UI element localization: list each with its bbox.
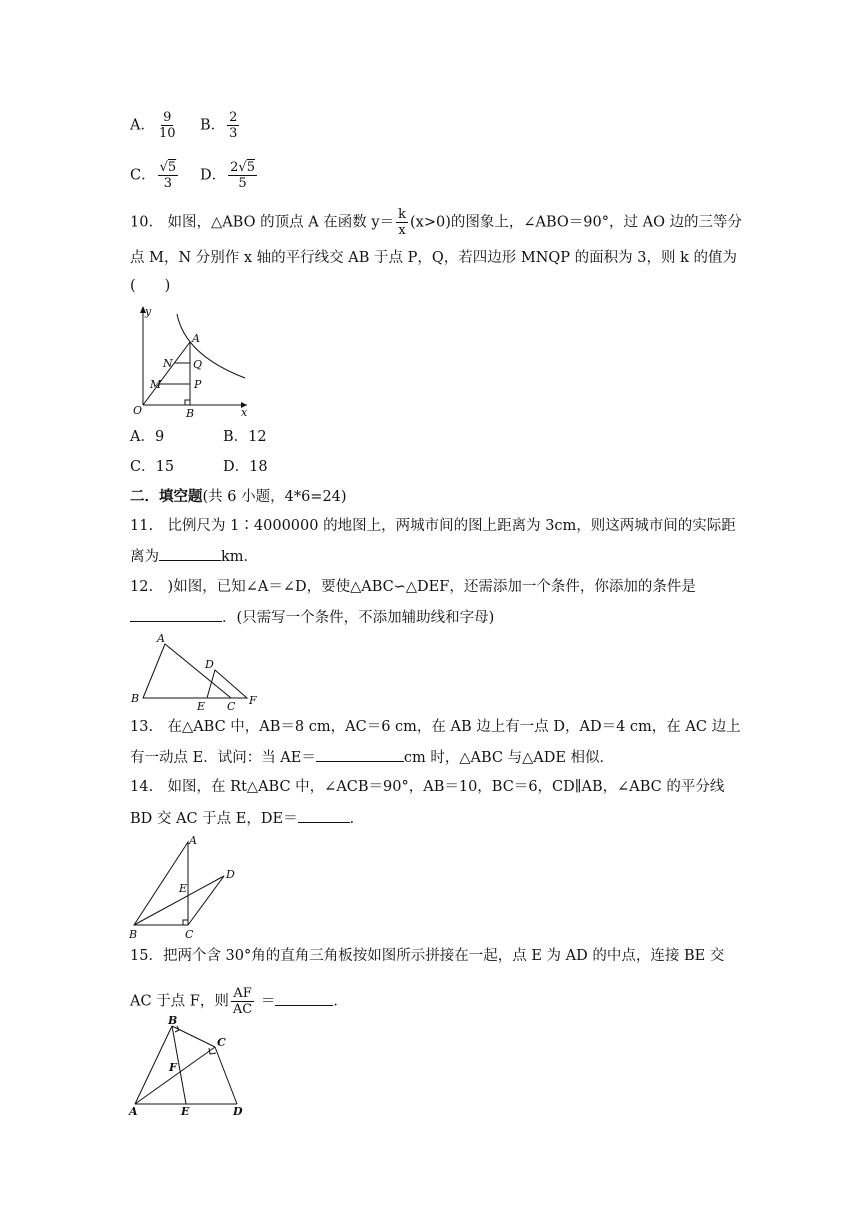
q15-line2: AC 于点 F，则 $\frac{AF}{AC}$ ＝ ． — [130, 986, 348, 1017]
q10-option-b: B．12 — [223, 429, 267, 445]
answer-blank — [316, 747, 404, 762]
label-m: M — [150, 378, 162, 391]
segment-cd — [215, 1047, 237, 1104]
label-d: D — [233, 1105, 243, 1118]
answer-blank — [130, 607, 222, 622]
label-a: A — [129, 1105, 138, 1118]
q10-line3: ( ) — [130, 278, 171, 294]
q10-option-a: A．9 — [130, 429, 165, 445]
q12-line2: ．(只需写一个条件，不添加辅助线和字母) — [130, 607, 494, 628]
q11-line1: 11. 比例尺为 1∶4000000 的地图上，两城市间的图上距离为 3cm，则这两城市间的实际距 — [130, 518, 736, 534]
answer-blank — [275, 991, 333, 1006]
label-f: F — [249, 694, 257, 707]
q10-option-c: C．15 — [130, 459, 175, 475]
label-c: C — [217, 1036, 226, 1049]
q9-option-a: A． $\frac{9}{10}$ — [130, 110, 176, 141]
triangle-abc — [143, 644, 231, 698]
right-angle-mark — [183, 920, 188, 925]
answer-blank — [159, 546, 221, 561]
label-b: B — [131, 692, 140, 705]
label-b: B — [168, 1014, 178, 1027]
label-o: O — [133, 404, 143, 417]
fraction: $\frac{2}{3}$ — [229, 110, 238, 141]
label-e: E — [179, 882, 188, 895]
q10-line2: 点 M，N 分别作 x 轴的平行线交 AB 于点 P，Q，若四边形 MNQP 的面积为 3，则 k 的值为 — [130, 250, 737, 266]
segment-ab — [135, 1026, 172, 1104]
answer-blank — [298, 808, 350, 823]
fraction: $\frac{2√5}{5}$ — [230, 160, 255, 191]
label-f: F — [169, 1061, 177, 1074]
triangle-def — [207, 670, 247, 698]
label-a: A — [189, 834, 197, 847]
label-e: E — [181, 1105, 190, 1118]
right-angle-mark — [185, 400, 190, 405]
fraction: $\frac{k}{x}$ — [398, 207, 406, 238]
segment-ac — [135, 1047, 215, 1104]
q12-figure — [125, 628, 265, 712]
label-b: B — [186, 407, 195, 420]
q10-figure — [125, 300, 255, 422]
label-d: D — [226, 868, 235, 881]
label-q: Q — [193, 358, 203, 371]
label-d: D — [205, 658, 214, 671]
label-e: E — [197, 700, 206, 712]
fraction: $\frac{9}{10}$ — [158, 110, 176, 141]
section-heading: 二．填空题(共 6 小题，4*6=24) — [130, 489, 347, 505]
q13-line1: 13. 在△ABC 中，AB＝8 cm，AC＝6 cm，在 AB 边上有一点 D，AD＝4 cm，在 AC 边上 — [130, 719, 741, 735]
fraction: $\frac{AF}{AC}$ — [232, 986, 253, 1017]
q9-option-d: D． $\frac{2√5}{5}$ — [200, 160, 255, 191]
label-p: P — [194, 378, 202, 391]
label-a: A — [157, 632, 165, 645]
q9-option-b: B． $\frac{2}{3}$ — [200, 110, 238, 141]
q14-line1: 14. 如图，在 Rt△ABC 中，∠ACB＝90°，AB＝10，BC＝6，CD∥AB，∠ABC 的平分线 — [130, 779, 725, 795]
label-c: C — [227, 700, 236, 712]
fraction: $\frac{√5}{3}$ — [159, 160, 177, 191]
label-a: A — [192, 332, 200, 345]
segment-cd — [188, 876, 224, 925]
q14-figure — [125, 830, 255, 942]
label-c: C — [185, 928, 194, 941]
q13-line2: 有一动点 E．试问：当 AE＝ cm 时，△ABC 与△ADE 相似． — [130, 747, 614, 768]
q12-line1: 12. )如图，已知∠A＝∠D，要使△ABC∽△DEF，还需添加一个条件，你添加的条件是 — [130, 579, 696, 595]
q10-option-d: D．18 — [223, 459, 268, 475]
segment-oa — [143, 342, 190, 405]
q10-line1: 10. 如图，△ABO 的顶点 A 在函数 y＝ $\frac{k}{x}$ (x>0)的图象上，∠ABO＝90°，过 AO 边的三等分 — [130, 207, 743, 238]
q11-line2: 离为 km． — [130, 546, 258, 567]
label-n: N — [163, 357, 173, 370]
label-b: B — [129, 928, 138, 941]
q14-line2: BD 交 AC 于点 E，DE＝ ． — [130, 808, 364, 829]
label-x: x — [241, 406, 248, 419]
q15-line1: 15．把两个含 30°角的直角三角板按如图所示拼接在一起，点 E 为 AD 的中点，连接 BE 交 — [130, 948, 725, 964]
label-y: y — [145, 305, 152, 318]
q9-option-c: C． $\frac{√5}{3}$ — [130, 160, 177, 191]
q15-figure — [125, 1014, 255, 1118]
